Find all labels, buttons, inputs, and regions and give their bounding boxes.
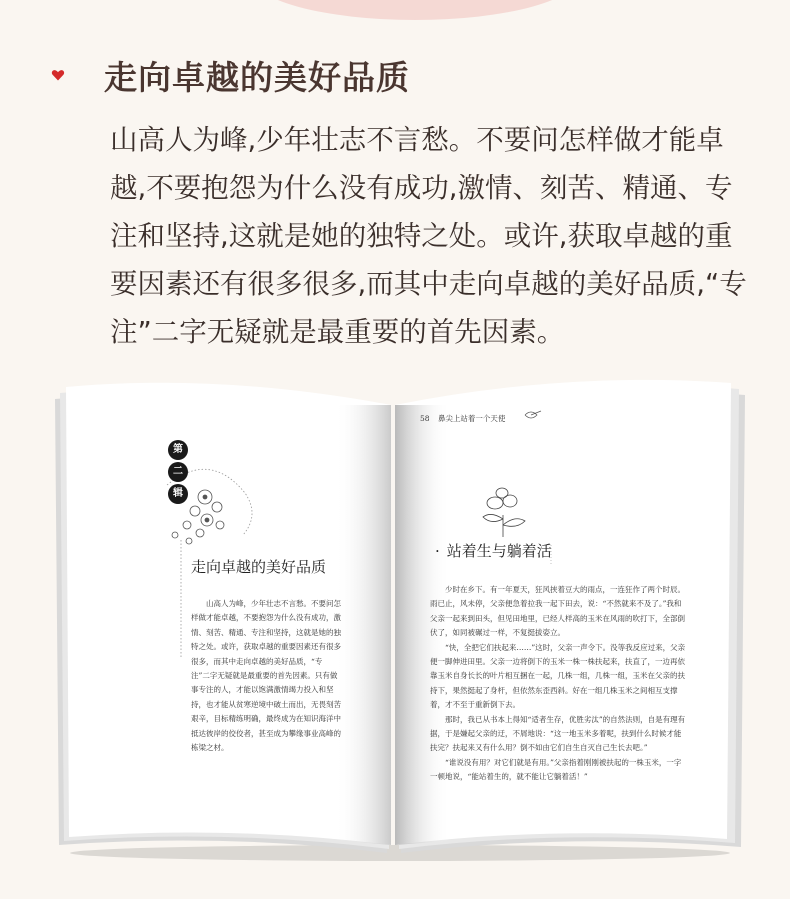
chapter-badge-char: 第 xyxy=(168,440,188,460)
body-paragraph: 少时在乡下。有一年夏天，狂风挟着豆大的雨点，一连狂作了两个时辰。雨已止，风未停，父亲便急着拉我一起下田去，说：“不然就来不及了。”我和父亲一起来到田头，但见田地里，已经人样高的玉米在风雨的吹打下，全部倒伏了，如同被碾过一样，不复挺拔姿立。 xyxy=(430,585,685,638)
heart-icon xyxy=(51,68,65,82)
body-paragraph: 那时，我已从书本上得知“适者生存，优胜劣汰”的自然法则，自是有理有据，于是嫌起父亲的迂，不屑地说：“这一地玉米多着呢，扶到什么时候才能扶完？扶起来又有什么用？倒不如由它们自生自灭自己生长去吧。” xyxy=(430,714,686,753)
running-head xyxy=(420,413,505,424)
section-heading xyxy=(435,540,552,561)
running-head-title: 鼻尖上站着一个天使 xyxy=(437,414,506,423)
open-book xyxy=(55,375,745,865)
section-heading-text: 站着生与躺着活 xyxy=(446,542,552,560)
page-number: 58 xyxy=(420,414,430,423)
intro-paragraph: 山高人为峰,少年壮志不言愁。不要问怎样做才能卓越,不要抱怨为什么没有成功,激情、刻苦、精通、专注和坚持,这就是她的独特之处。或许,获取卓越的重要因素还有很多很多,而其中走向卓越的美好品质,“专注”二字无疑就是最重要的首先因素。 xyxy=(110,124,747,348)
chapter-badge-char: 辑 xyxy=(168,484,188,504)
left-page-body: 山高人为峰，少年壮志不言愁。不要问怎样做才能卓越，不要抱怨为什么没有成功，激情、刻苦、精通、专注和坚持，这就是她的独特之处。或许，获取卓越的重要因素还有很多很多，而其中走向卓越的美好品质，“专注”二字无疑就是最重要的首先因素。只有做事专注的人，才能以饱满激情竭力投入和坚持，也才能从贫寒逆境中破土而出，无畏刻苦艰辛，目标精练明确，最终成为在知识海洋中抵达彼岸的佼佼者，甚至成为攀缘事业高峰的栋梁之材。 xyxy=(191,599,341,753)
decorative-top-arc xyxy=(250,0,580,20)
body-paragraph: “谁说没有用？对它们就是有用。”父亲指着刚刚被扶起的一株玉米，一字一顿地说，“能站着生的，就不能让它躺着活！” xyxy=(430,757,682,782)
chapter-badge xyxy=(168,440,188,506)
section-title: 走向卓越的美好品质 xyxy=(104,58,410,97)
body-paragraph: “快，全把它们扶起来……”这时，父亲一声令下。没等我反应过来，父亲便一脚伸进田里。父亲一边将倒下的玉米一株一株扶起来，扶直了，一边再依靠玉米自身长长的叶片相互捆在一起，几株一组，几株一组，玉米在父亲的扶持下，果然挺起了身杆，但依然东歪西斜。好在一组几株玉米之间相互支撑着，才不至于重新倒下去。 xyxy=(430,642,686,710)
bullet-dot: · xyxy=(435,542,440,560)
chapter-title: 走向卓越的美好品质 xyxy=(191,558,327,576)
right-page-body xyxy=(430,583,688,785)
chapter-badge-char: 二 xyxy=(168,462,188,482)
